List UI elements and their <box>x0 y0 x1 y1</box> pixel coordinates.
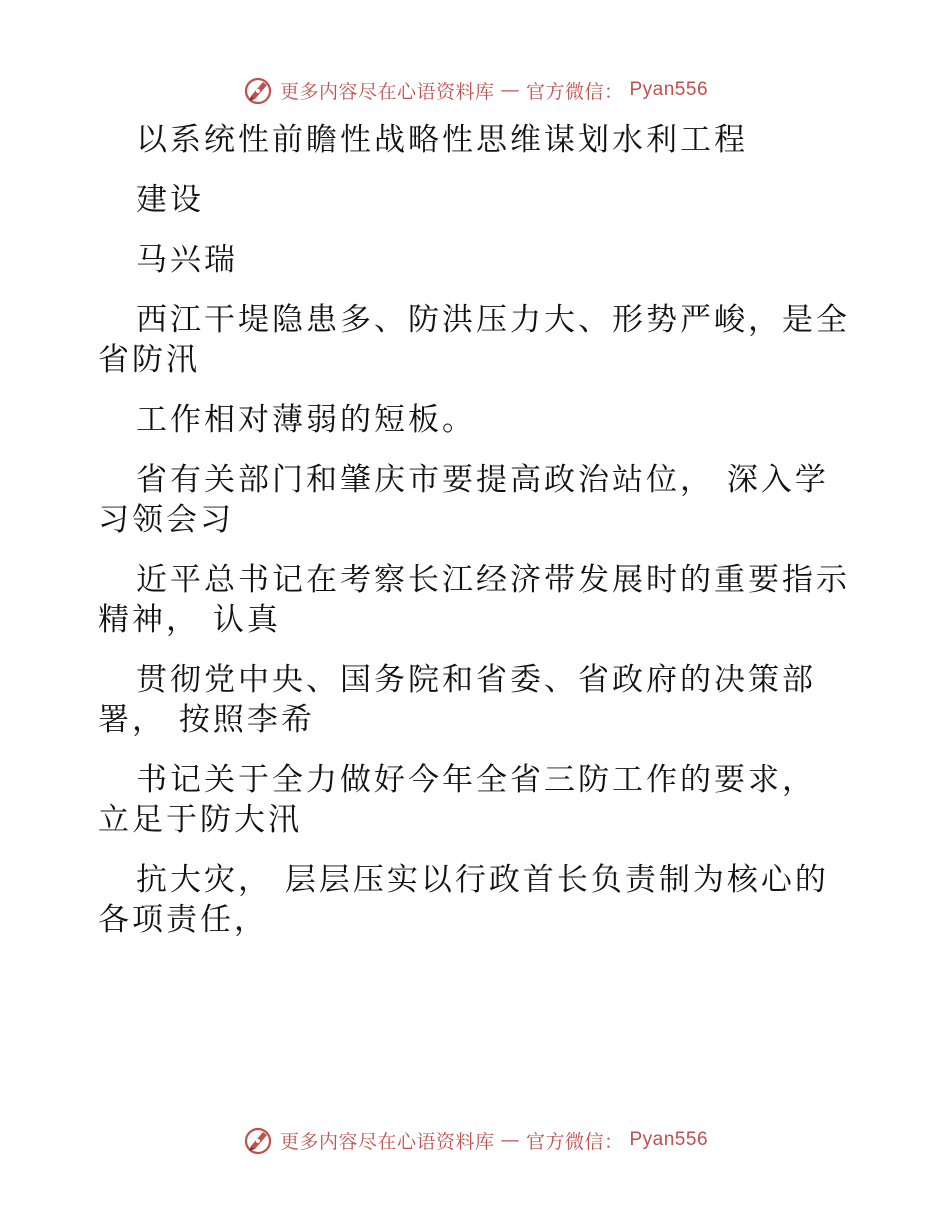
paragraph-line: 近平总书记在考察长江经济带发展时的重要指示 <box>136 562 850 598</box>
paragraph-line: 抗大灾， 层层压实以行政首长负责制为核心的 <box>136 862 829 898</box>
pen-nib-logo-icon <box>242 1124 274 1156</box>
watermark-text: 更多内容尽在心语资料库 <box>279 1130 495 1153</box>
watermark-text: 更多内容尽在心语资料库 <box>279 80 495 103</box>
watermark-contact-label: 官方微信： <box>525 80 624 103</box>
watermark-separator: — <box>500 79 520 101</box>
footer-watermark <box>0 1120 950 1160</box>
paragraph-line: 精神， 认真 <box>98 602 281 638</box>
paragraph-line: 省有关部门和肇庆市要提高政治站位， 深入学 <box>136 462 829 498</box>
document-title-line-2: 建设 <box>136 182 204 218</box>
watermark-contact-id: Pyan556 <box>629 1129 709 1150</box>
paragraph-line: 西江干堤隐患多、防洪压力大、形势严峻，是全 <box>136 302 850 338</box>
paragraph-line: 立足于防大汛 <box>98 802 302 838</box>
document-author: 马兴瑞 <box>136 242 238 278</box>
header-watermark <box>0 70 950 110</box>
pen-nib-logo-icon <box>242 74 274 106</box>
paragraph-line: 省防汛 <box>98 342 200 378</box>
document-title-line-1: 以系统性前瞻性战略性思维谋划水利工程 <box>136 122 748 158</box>
paragraph-line: 各项责任， <box>98 902 268 938</box>
watermark-separator: — <box>500 1129 520 1151</box>
watermark-contact-label: 官方微信： <box>525 1130 624 1153</box>
paragraph-line: 署， 按照李希 <box>98 702 315 738</box>
paragraph-line: 习领会习 <box>98 502 234 538</box>
paragraph-line: 工作相对薄弱的短板。 <box>136 402 476 438</box>
watermark-contact-id: Pyan556 <box>629 79 709 100</box>
paragraph-line: 贯彻党中央、国务院和省委、省政府的决策部 <box>136 662 816 698</box>
paragraph-line: 书记关于全力做好今年全省三防工作的要求， <box>136 762 816 798</box>
document-body <box>98 120 878 940</box>
